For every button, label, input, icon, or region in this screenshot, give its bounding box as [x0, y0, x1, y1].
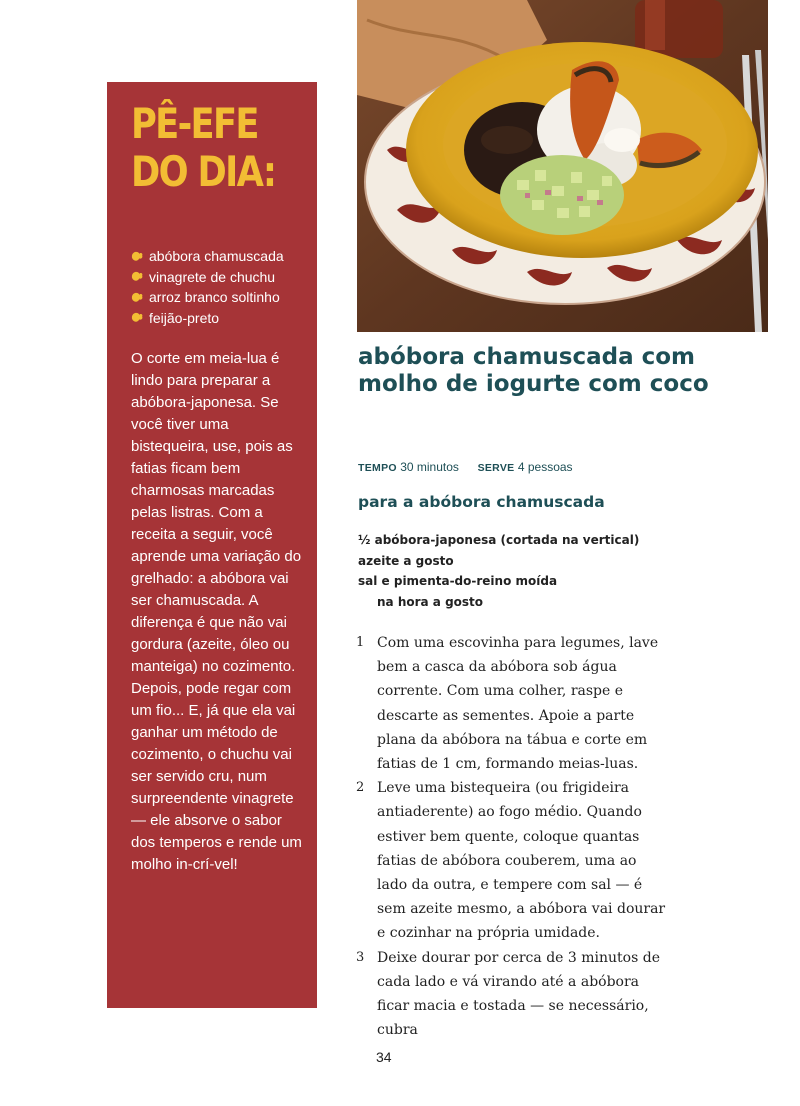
serves-label: SERVE	[477, 462, 515, 474]
step-text: Deixe dourar por cerca de 3 minutos de cada lado e vá virando até a abóbora ficar macia e tostada — se necessário, cubra	[377, 949, 660, 1039]
ingredient-item: na hora a gosto	[377, 594, 484, 609]
section-subtitle: para a abóbora chamuscada	[358, 493, 605, 511]
sidebar-title	[131, 100, 282, 196]
menu-item-label: vinagrete de chuchu	[149, 268, 276, 285]
recipe-title: abóbora chamuscada com molho de iogurte com coco	[358, 344, 709, 397]
menu-item-label: arroz branco soltinho	[149, 289, 280, 306]
food-photo	[357, 0, 768, 332]
menu-item	[131, 246, 284, 267]
ingredient-list	[358, 530, 639, 612]
menu-item	[131, 308, 284, 329]
step-item	[356, 631, 668, 776]
leaf-bullet-icon	[131, 270, 144, 283]
step-text: Com uma escovinha para legumes, lave bem a casca da abóbora sob água corrente. Com uma colher, raspe e descarte as sementes. Apoie a parte plana da abóbora na tábua e corte em fatias de 1 cm, formando meias-luas.	[377, 635, 659, 773]
step-number: 3	[356, 949, 365, 965]
sidebar-panel	[107, 82, 317, 1008]
ingredient-item: sal e pimenta-do-reino moída	[358, 574, 558, 588]
step-item	[356, 776, 668, 945]
step-text: Leve uma bistequeira (ou frigideira antiaderente) ao fogo médio. Quando estiver bem quente, coloque quantas fatias de abóbora couberem, uma ao lado da outra, e tempere com sal — é sem azeite mesmo, a abóbora vai dourar e cozinhar na própria umidade.	[377, 780, 666, 942]
plate-illustration	[357, 0, 768, 332]
menu-item	[131, 287, 284, 308]
time-label: TEMPO	[358, 462, 397, 474]
leaf-bullet-icon	[131, 291, 144, 304]
step-number: 2	[356, 780, 365, 796]
leaf-bullet-icon	[131, 250, 144, 263]
leaf-bullet-icon	[131, 311, 144, 324]
menu-item-label: abóbora chamuscada	[149, 248, 284, 265]
menu-item-label: feijão-preto	[149, 309, 220, 326]
page-number: 34	[376, 1049, 392, 1065]
serves-value: 4 pessoas	[517, 460, 573, 474]
recipe-meta	[358, 460, 573, 474]
menu-list	[131, 246, 284, 328]
sidebar-body-text: O corte em meia-lua é lindo para preparar a abóbora-japonesa. Se você tiver uma bistequeira, use, pois as fatias ficam bem charmosas marcadas pelas listras. Com a receita a seguir, você aprende uma variação do grelhado: a abóbora vai ser chamuscada. A diferença é que não vai gordura (azeite, óleo ou manteiga) no cozimento. Depois, pode regar com um fio... E, já que ela vai ganhar um método de cozimento, o chuchu vai ser servido cru, num surpreendente vinagrete — ele absorve o sabor dos temperos e rende um molho in-crí-vel!	[131, 350, 302, 873]
menu-item	[131, 267, 284, 288]
step-list	[356, 631, 668, 1042]
step-item	[356, 946, 668, 1043]
sidebar-title-line-2: DO DIA:	[131, 147, 276, 196]
time-value: 30 minutos	[400, 460, 459, 474]
ingredient-item: azeite a gosto	[358, 553, 454, 568]
step-number: 1	[356, 635, 365, 650]
ingredient-item: ½ abóbora-japonesa (cortada na vertical)	[358, 533, 640, 547]
sidebar-title-line-1: PÊ-EFE	[131, 99, 258, 148]
